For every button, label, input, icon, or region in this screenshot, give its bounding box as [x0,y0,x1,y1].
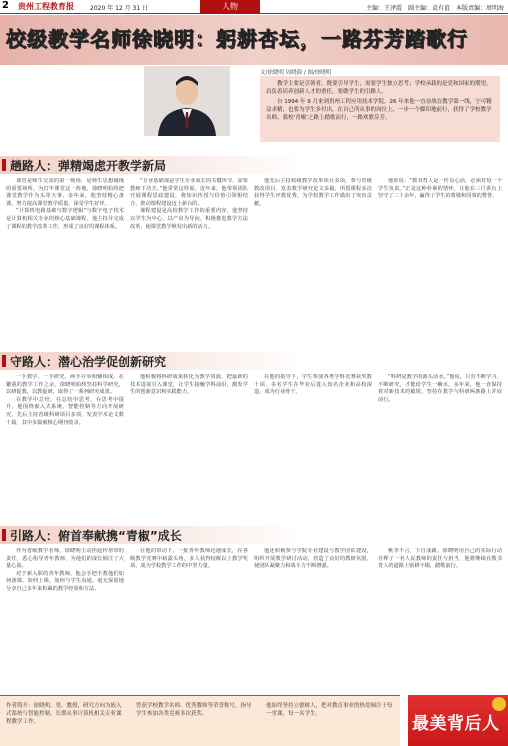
section-heading-text: 引路人：俯首奉献携“青椒”成长 [10,529,182,543]
section-heading-text: 守路人：潜心治学促创新研究 [10,355,167,369]
paragraph: 在他的带动下，一批青年教师迅速成长，在各级教学竞赛中崭露头角，多人获得校级以上教学奖项，成为学校教学工作的中坚力量。 [130,548,248,570]
paragraph: 课堂是师生交流的第一现场，是师生思想碰撞的重要场所。为打牢课堂这一阵地，徐晓明始终把课堂教学作为头等大事，多年来，他坚持精心备课，努力提高课堂教学质量，深受学生好评。 [6,178,124,207]
paragraph: 对于新入职的青年教师，他会手把手教他们如何备课、如何上课、如何与学生沟通，毫无保留地分享自己多年来积累的教学经验和方法。 [6,570,124,592]
article-column [130,548,248,688]
paragraph: 他常说：“教书育人是一件良心活，必须对每一个学生负责。”正是这种朴素的情怀，让他在三尺讲台上坚守了二十余年，赢得了学生的尊敬和同事的赞誉。 [378,178,502,200]
article-column [378,374,502,514]
portrait-photo [144,66,230,136]
issue-date: 2020 年 12 月 31 日 [90,5,149,12]
article-column [254,374,372,514]
paragraph: 课程建设是高校教学工作的重要内容，他坚持以学生为中心，以产出为导向，积极推进教学方法改革，使课堂教学焕发出新的活力。 [130,208,248,230]
article-column [130,374,248,514]
article-column [6,374,124,514]
editors-line: 主编：王泽霞 副主编：袁有谊 本版责编：周明海 [365,5,504,12]
section-heading-text: 趟路人：弹精竭虑开教学新局 [10,159,167,173]
paragraph: “计算机电路基础与数字逻辑”与数字电子技术是计算机相关专业的核心基础课程，他主持并完成了课程的教学改革工作，形成了良好的课程体系。 [6,208,124,230]
headline-banner [0,15,508,65]
section-heading [0,156,508,174]
paragraph: 他先后主持校级教学改革项目多项，参与省级教改项目，发表教学研究论文多篇，所授课程多次获得学生评教优秀，为学校教学工作做出了突出贡献。 [254,178,372,207]
footer-text: 作者简介：徐晓明，男，教授，研究方向为嵌入式系统与智能控制，长期从事计算机相关专业课程教学工作。 [6,703,122,725]
footer-text: 他始终坚持立德树人，把对教育事业的热爱倾注于每一堂课、每一名学生。 [266,703,393,717]
paragraph: “科研是教学的源头活水。”他说，只有不断学习、不断研究，才能给学生一碗水。多年来，他一直保持着对新技术的敏锐，坚持在教学与科研两条路上并肩前行。 [378,374,502,403]
byline: 文/徐晓明 周晓海 / 图/徐晓明 [260,70,332,76]
article-column [6,548,124,688]
intro-paragraph: 教学主要是引领者，既要引导学生，需要学生独立思考；学校承载的是党和国家的期望，肩负着培养创新人才的重任，要做学生的引路人。 [266,81,492,95]
footer-note [0,695,400,746]
masthead [0,0,508,14]
paragraph: 作为省级教学名师，徐晓明主动担起传帮带的责任，悉心指导青年教师，为他们的成长倾注了大量心血。 [6,548,124,570]
article-column [254,178,372,338]
article-column [6,178,124,338]
column-banner-label: 最美背后人 [412,714,500,734]
paper-name: 贵州工程教育报 [18,1,74,11]
article-column [254,548,372,688]
paragraph: 在教学中总结，在总结中思考，在思考中提升。他围绕嵌入式系统、智能控制等方向开展研究，先后主持省级科研项目多项，发表学术论文数十篇，其中多篇被核心期刊收录。 [6,396,124,426]
paragraph: 桃李不言，下自成蹊。徐晓明用自己的实际行动诠释了一名人民教师的责任与担当，他将继续在教书育人的道路上躬耕不辍，踏歌前行。 [378,548,502,570]
person-illustration [144,66,230,136]
footer-text: 曾获学校教学名师、优秀教师等荣誉称号，指导学生参加各类竞赛多次获奖。 [136,703,252,717]
page-number: 2 [2,0,9,11]
paragraph: 一手教学，一手研究，两手并举相辅相成。在繁重的教学工作之余，徐晓明始终坚持科学研究，以研促教，以教促研，取得了一系列研究成果。 [6,374,124,396]
paragraph: 他还积极参与学院专业建设与教学团队建设，组织开展教学研讨活动，营造了良好的教研氛围，使团队凝聚力和战斗力不断增强。 [254,548,372,570]
paragraph: “专业基础课是学生专业成长的关键环节，需要教师下功夫。”他常常这样说。近年来，他带领团队开展课程思政建设，将知识传授与价值引领相结合，推动课程建设迈上新台阶。 [130,178,248,207]
section-tab: 人物 [200,0,260,14]
article-column [378,178,502,338]
column-banner [408,695,508,746]
section-heading [0,352,508,370]
intro-box [260,76,500,142]
paragraph: 在他的指导下，学生参加各类学科竞赛获奖数十项，多名学生在毕业后进入知名企业和高校深造，成为行业骨干。 [254,374,372,396]
section-heading [0,526,508,544]
intro-paragraph: 自 1994 年 9 月来到贵州工程应用技术学院，26 年来他一直奋战在教学第一线，宁可精益求精，也要为学生多付出，在自己所从事的岗位上，一步一个脚印地前行，获得了学校教学名师、我校‘青椒’之路上踏歌而行，一路欢歌芬芳。 [266,99,492,121]
paragraph: 他积极将科研成果转化为教学资源，把最新的技术进展引入课堂，让学生接触学科前沿，激发学生的创新意识和实践能力。 [130,374,248,396]
article-column [130,178,248,338]
article-column [378,548,502,688]
headline: 校级教学名师徐晓明：躬耕杏坛，一路芬芳踏歌行 [6,27,468,51]
